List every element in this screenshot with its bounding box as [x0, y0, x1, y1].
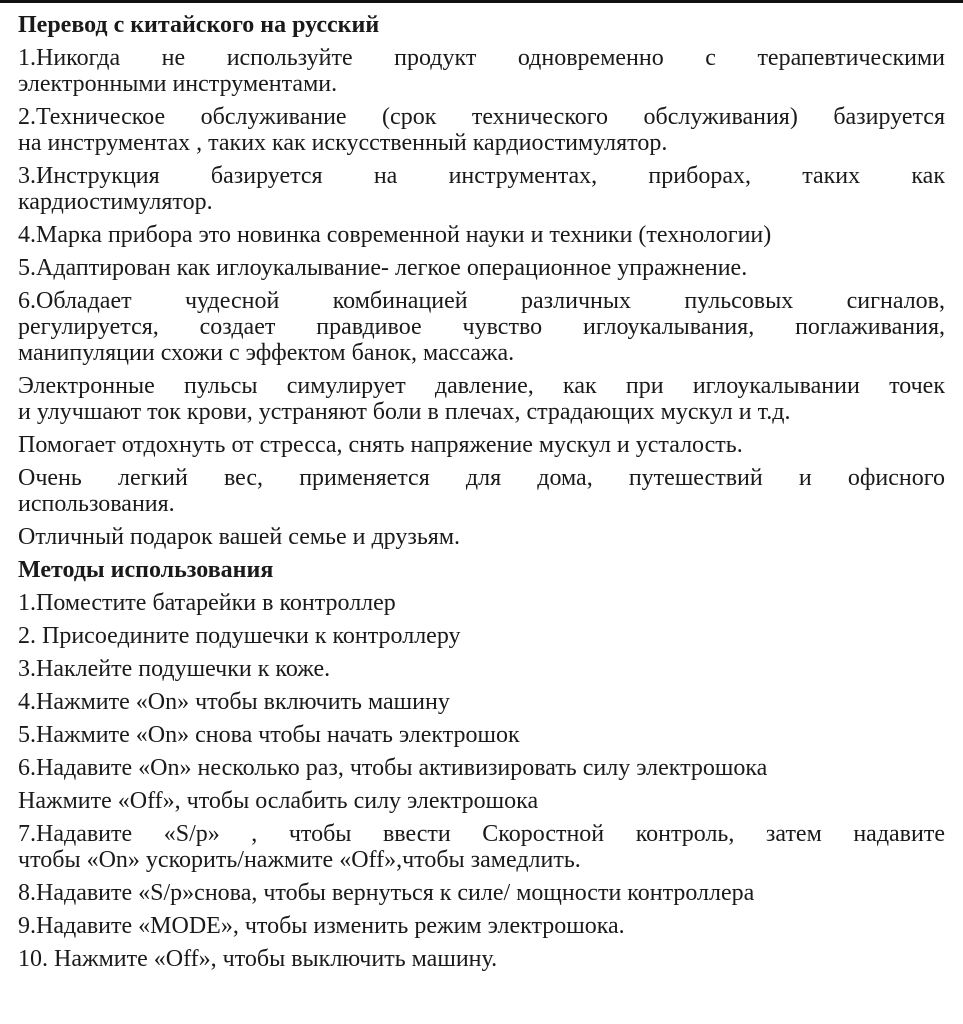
text-line: 3.Наклейте подушечки к коже.: [18, 656, 331, 682]
text-line: 2. Присоедините подушечки к контроллеру: [18, 623, 461, 649]
paragraph: [18, 524, 945, 550]
text-line: 5.Нажмите «On» снова чтобы начать электрошок: [18, 722, 520, 748]
text-line: 10. Нажмите «Off», чтобы выключить машину.: [18, 946, 498, 972]
method-step: [18, 755, 945, 781]
text-line: 8.Надавите «S/p»снова, чтобы вернуться к силе/ мощности контроллера: [18, 880, 755, 906]
method-step: [18, 946, 945, 972]
method-step: [18, 913, 945, 939]
text-line: 9.Надавите «MODE», чтобы изменить режим электрошока.: [18, 913, 625, 939]
text-line: 3.Инструкция базируется на инструментах, приборах, таких как: [18, 163, 945, 189]
paragraph: [18, 373, 945, 425]
text-line: использования.: [18, 491, 175, 517]
text-line: 2.Техническое обслуживание (срок технического обслуживания) базируется: [18, 104, 945, 130]
text-line: 7.Надавите «S/p» , чтобы ввести Скоростной контроль, затем надавите: [18, 821, 945, 847]
paragraph: [18, 104, 945, 156]
method-step: [18, 689, 945, 715]
text-line: Помогает отдохнуть от стресса, снять напряжение мускул и усталость.: [18, 432, 743, 458]
text-line: 4.Марка прибора это новинка современной науки и техники (технологии): [18, 222, 772, 248]
method-step: [18, 722, 945, 748]
document-body: [18, 12, 945, 979]
method-step: [18, 623, 945, 649]
methods-list: [18, 590, 945, 972]
method-step: [18, 656, 945, 682]
text-line: 4.Нажмите «On» чтобы включить машину: [18, 689, 450, 715]
text-line: чтобы «On» ускорить/нажмите «Off»,чтобы замедлить.: [18, 847, 581, 873]
text-line: и улучшают ток крови, устраняют боли в плечах, страдающих мускул и т.д.: [18, 399, 791, 425]
methods-heading: Методы использования: [18, 557, 274, 583]
paragraph-list: [18, 45, 945, 550]
method-step: [18, 788, 945, 814]
text-line: Нажмите «Off», чтобы ослабить силу электрошока: [18, 788, 539, 814]
method-step: [18, 821, 945, 873]
method-step: [18, 590, 945, 616]
method-step: [18, 880, 945, 906]
text-line: 1.Никогда не используйте продукт одновременно с терапевтическими: [18, 45, 945, 71]
text-line: кардиостимулятор.: [18, 189, 213, 215]
paragraph: [18, 45, 945, 97]
text-line: электронными инструментами.: [18, 71, 338, 97]
paragraph: [18, 465, 945, 517]
paragraph: [18, 255, 945, 281]
text-line: манипуляции схожи с эффектом банок, массажа.: [18, 340, 515, 366]
document-title: Перевод с китайского на русский: [18, 12, 380, 38]
paragraph: [18, 288, 945, 366]
text-line: Очень легкий вес, применяется для дома, путешествий и офисного: [18, 465, 945, 491]
text-line: Отличный подарок вашей семье и друзьям.: [18, 524, 461, 550]
text-line: 6.Обладает чудесной комбинацией различных пульсовых сигналов,: [18, 288, 945, 314]
top-border: [0, 0, 963, 3]
text-line: 6.Надавите «On» несколько раз, чтобы активизировать силу электрошока: [18, 755, 768, 781]
text-line: 1.Поместите батарейки в контроллер: [18, 590, 396, 616]
text-line: на инструментах , таких как искусственный кардиостимулятор.: [18, 130, 668, 156]
paragraph: [18, 432, 945, 458]
paragraph: [18, 163, 945, 215]
text-line: Электронные пульсы симулирует давление, как при иглоукалывании точек: [18, 373, 945, 399]
paragraph: [18, 222, 945, 248]
text-line: регулируется, создает правдивое чувство иглоукалывания, поглаживания,: [18, 314, 945, 340]
text-line: 5.Адаптирован как иглоукалывание- легкое операционное упражнение.: [18, 255, 748, 281]
